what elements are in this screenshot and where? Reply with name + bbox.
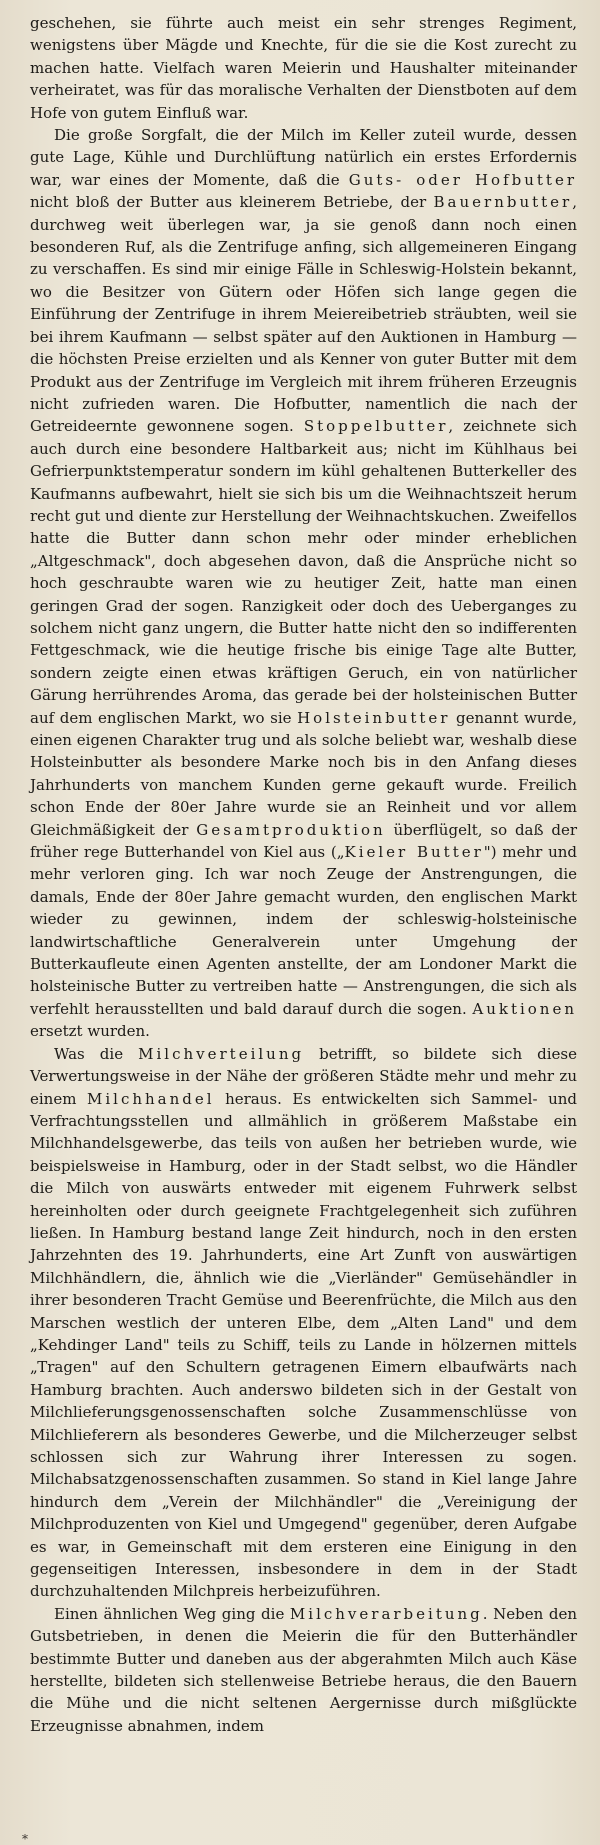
paragraph-2-run-g: ") mehr und mehr verloren ging. Ich war noch Zeuge der Anstrengungen, die damals, Ende der 80er Jahre gemacht wurden, den englischen Markt wieder zu gewinnen, indem der schleswig-holsteinische landwirtschaftliche Generalverein unter Umgehung der Butterkaufleute einen Agenten anstellte, der am Londoner Markt die holsteinische Butter zu vertreiben hatte — Anstrengungen, die sich als verfehlt herausstellten und bald darauf durch die sogen. (30, 843, 577, 1018)
paragraph-2-run-a: Die große Sorgfalt, die der Milch im Keller zuteil wurde, dessen gute Lage, Kühle und Durchlüftung natürlich ein erstes Erfordernis war, war eines der Momente, daß die (30, 126, 577, 189)
spaced-term-gutsbutter: Guts- oder Hofbutter (348, 170, 577, 189)
paragraph-3-run-a: Was die (54, 1044, 139, 1063)
spaced-term-holsteinbutter: Holsteinbutter (297, 708, 451, 727)
spaced-term-milchverteilung: Milchverteilung (138, 1044, 305, 1063)
spaced-term-auktionen: Auktionen (472, 999, 577, 1018)
paragraph-4 (30, 1603, 577, 1737)
paragraph-1-text: geschehen, sie führte auch meist ein sehr strenges Regiment, wenigstens über Mägde und Knechte, für die sie die Kost zurecht zu machen hatte. Vielfach waren Meierin und Haushalter miteinander verheiratet, was für das moralische Verhalten der Dienstboten auf dem Hofe von gutem Einfluß war. (30, 14, 577, 122)
paragraph-3 (30, 1043, 577, 1603)
paragraph-2-run-c: , durchweg weit überlegen war, ja sie genoß dann noch einen besonderen Ruf, als die Zentrifuge anfing, sich allgemeineren Eingang zu verschaffen. Es sind mir einige Fälle in Schleswig-Holstein bekannt, wo die Besitzer von Gütern oder Höfen sich lange gegen die Einführung der Zentrifuge in ihrem Meiereibetrieb sträubten, weil sie bei ihrem Kaufmann — selbst später auf den Auktionen in Hamburg — die höchsten Preise erzielten und als Kenner von guter Butter mit dem Produkt aus der Zentrifuge im Vergleich mit ihrem früheren Erzeugnis nicht zufrieden waren. Die Hofbutter, namentlich die nach der Getreideernte gewonnene sogen. (30, 193, 577, 436)
spaced-term-milchhandel: Milchhandel (86, 1089, 215, 1108)
paragraph-4-run-a: Einen ähnlichen Weg ging die (54, 1604, 290, 1623)
paragraph-2-run-e: genannt wurde, einen eigenen Charakter trug und als solche beliebt war, weshalb diese Holsteinbutter als besondere Marke noch bis in den Anfang dieses Jahrhunderts von manchem Kunden gerne gekauft wurde. Freilich schon Ende der 80er Jahre wurde sie an Reinheit und vor allem Gleichmäßigkeit der (30, 708, 577, 839)
text-column (30, 12, 577, 1737)
spaced-term-stoppelbutter: Stoppelbutter (303, 417, 449, 436)
paragraph-2-run-h: ersetzt wurden. (30, 1022, 150, 1041)
footnote-mark-icon: * (22, 1832, 28, 1845)
spaced-term-gesamtproduktion: Gesamtproduktion (196, 820, 386, 839)
spaced-term-kieler-butter: Kieler Butter (344, 843, 484, 862)
paragraph-3-run-b: betrifft, so bildete sich diese Verwertungsweise in der Nähe der größeren Städte mehr und mehr zu einem (30, 1044, 577, 1108)
paragraph-2-run-b: nicht bloß der Butter aus kleinerem Betriebe, der (30, 193, 434, 212)
paragraph-1 (30, 12, 577, 124)
paragraph-4-run-b: . Neben den Gutsbetrieben, in denen die Meierin die für den Butterhändler bestimmte Butter und daneben aus der abgerahmten Milch auch Käse herstellte, bildeten sich stellenweise Betriebe heraus, die den Bauern die Mühe und die nicht seltenen Aergernisse durch mißglückte Erzeugnisse abnahmen, indem (30, 1604, 577, 1735)
spaced-term-bauernbutter: Bauernbutter (433, 193, 573, 212)
paragraph-2 (30, 124, 577, 1043)
paragraph-2-run-f: überflügelt, so daß der früher rege Butterhandel von Kiel aus („ (30, 820, 577, 862)
paragraph-3-run-c: heraus. Es entwickelten sich Sammel- und Verfrachtungsstellen und allmählich in größerem Maßstabe ein Milchhandelsgewerbe, das teils von außen her betrieben wurde, wie beispielsweise in Hamburg, oder in der Stadt selbst, wo die Händler die Milch von auswärts entweder mit eigenem Fuhrwerk selbst hereinholten oder durch geeignete Frachtgelegenheit sich zuführen ließen. In Hamburg bestand lange Zeit hindurch, noch in den ersten Jahrzehnten des 19. Jahrhunderts, eine Art Zunft von auswärtigen Milchhändlern, die, ähnlich wie die „Vierländer" Gemüsehändler in ihrer besonderen Tracht Gemüse und Beerenfrüchte, die Milch aus den Marschen westlich der unteren Elbe, dem „Alten Land" und dem „Kehdinger Land" teils zu Schiff, teils zu Lande in hölzernen mittels „Tragen" auf den Schultern getragenen Eimern elbaufwärts nach Hamburg brachten. Auch anderswo bildeten sich in der Gestalt von Milchlieferungsgenossenschaften solche Zusammenschlüsse von Milchlieferern als besonderes Gewerbe, und die Milcherzeuger selbst schlossen sich zur Wahrung ihrer Interessen zu sogen. Milchabsatzgenossenschaften zusammen. So stand in Kiel lange Jahre hindurch dem „Verein der Milchhändler" die „Vereinigung der Milchproduzenten von Kiel und Umgegend" gegenüber, deren Aufgabe es war, in Gemeinschaft mit dem ersteren eine Einigung in den gegenseitigen Interessen, insbesondere in dem in der Stadt durchzuhaltenden Milchpreis herbeizuführen. (30, 1089, 577, 1601)
spaced-term-milchverarbeitung: Milchverarbeitung (289, 1604, 483, 1623)
paragraph-2-run-d: , zeichnete sich auch durch eine besondere Haltbarkeit aus; nicht im Kühlhaus bei Gefrierpunktstemperatur sondern im kühl gehaltenen Butterkeller des Kaufmanns aufbewahrt, hielt sie sich bis um die Weihnachtszeit herum recht gut und diente zur Herstellung der Weihnachtskuchen. Zweifellos hatte die Butter dann schon mehr oder minder erheblichen „Altgeschmack", doch abgesehen davon, daß die Ansprüche nicht so hoch geschraubte waren wie zu heutiger Zeit, hatte man einen geringen Grad der sogen. Ranzigkeit oder doch des Ueberganges zu solchem nicht ganz ungern, die Butter hatte nicht den so indifferenten Fettgeschmack, wie die heutige frische bis einige Tage alte Butter, sondern zeigte einen etwas kräftigen Geruch, ein von natürlicher Gärung herrührendes Aroma, das gerade bei der holsteinischen Butter auf dem englischen Markt, wo sie (30, 417, 577, 727)
